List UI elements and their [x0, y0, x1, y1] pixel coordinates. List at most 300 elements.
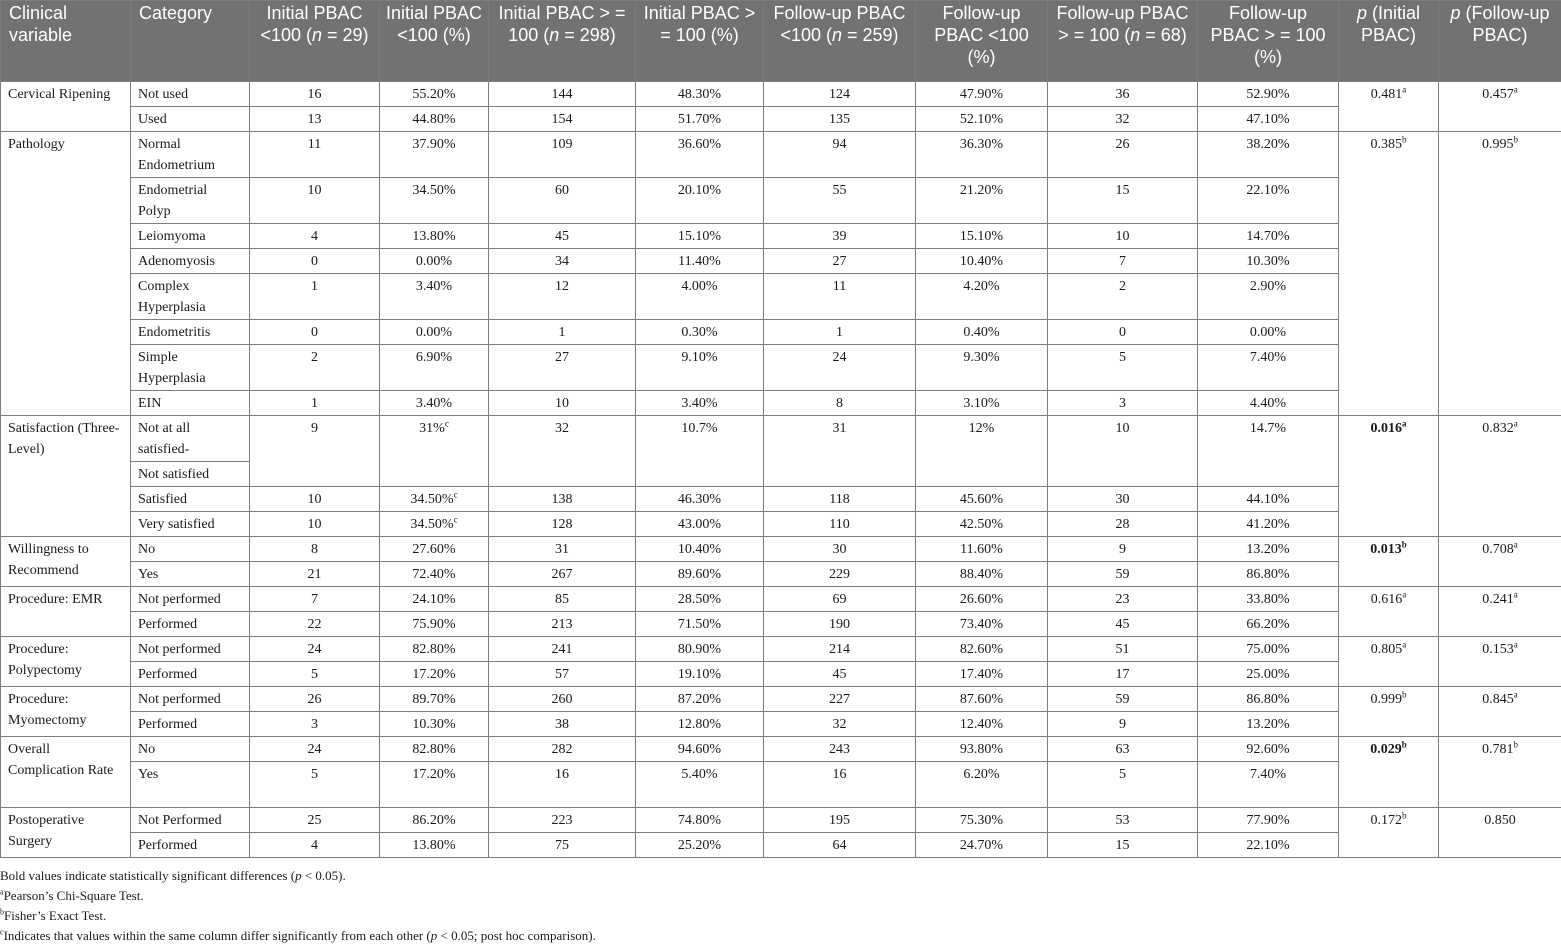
value-cell: 22.10% — [1198, 178, 1339, 224]
value-cell: 74.80% — [636, 808, 764, 833]
value-cell: 13.80% — [380, 224, 489, 249]
clinical-variable-cell: Willingness to Recommend — [1, 537, 131, 587]
value-cell: 46.30% — [636, 487, 764, 512]
value-cell: 10 — [489, 391, 636, 416]
value-cell: 48.30% — [636, 82, 764, 107]
value-cell: 51.70% — [636, 107, 764, 132]
value-cell: 16 — [764, 762, 916, 808]
value-cell: 25.00% — [1198, 662, 1339, 687]
value-cell: 260 — [489, 687, 636, 712]
table-row — [1, 178, 1561, 224]
value-cell: 267 — [489, 562, 636, 587]
category-cell: Normal Endometrium — [131, 132, 250, 178]
footnote-marker: c — [0, 927, 4, 937]
value-cell: 15 — [1048, 833, 1198, 858]
value-cell: 227 — [764, 687, 916, 712]
value-cell: 21.20% — [916, 178, 1048, 224]
footnote: $^b$Fisher’s Exact Test. — [0, 907, 107, 923]
footnote: Bold values indicate statistically significant differences (p < 0.05). — [0, 868, 346, 883]
category-cell: Leiomyoma — [131, 224, 250, 249]
footnote: $^c$Indicates that values within the same column differ significantly from each other (p < 0.05; post hoc comparison). — [0, 927, 596, 943]
p-followup-cell — [1439, 637, 1561, 687]
value-cell: 92.60% — [1198, 737, 1339, 762]
value-cell: 47.90% — [916, 82, 1048, 107]
value-cell: 7 — [250, 587, 380, 612]
footnote-marker: b — [1402, 810, 1407, 821]
value-cell: 43.00% — [636, 512, 764, 537]
clinical-variable-cell: Cervical Ripening — [1, 82, 131, 132]
value-cell: 26.60% — [916, 587, 1048, 612]
value-cell: 144 — [489, 82, 636, 107]
p-initial-cell — [1339, 737, 1439, 808]
value-cell: 11.60% — [916, 537, 1048, 562]
value-cell: 282 — [489, 737, 636, 762]
value-cell: 3.40% — [636, 391, 764, 416]
p-initial-cell — [1339, 82, 1439, 132]
p-initial-cell — [1339, 587, 1439, 637]
value-cell: 52.10% — [916, 107, 1048, 132]
value-cell: 41.20% — [1198, 512, 1339, 537]
value-cell: 11 — [764, 274, 916, 320]
value-cell: 19.10% — [636, 662, 764, 687]
value-cell: 11 — [250, 132, 380, 178]
value-cell: 7 — [1048, 249, 1198, 274]
value-cell: 229 — [764, 562, 916, 587]
table-row — [1, 224, 1561, 249]
column-header: p (Follow-up PBAC) — [1439, 1, 1561, 82]
value-cell: 15.10% — [916, 224, 1048, 249]
value-cell: 0 — [250, 249, 380, 274]
value-cell: 13.20% — [1198, 712, 1339, 737]
p-followup-cell — [1439, 537, 1561, 587]
table-row — [1, 712, 1561, 737]
value-cell: 94 — [764, 132, 916, 178]
value-cell: 13 — [250, 107, 380, 132]
category-cell: Endometrial Polyp — [131, 178, 250, 224]
value-cell: 213 — [489, 612, 636, 637]
value-cell: 124 — [764, 82, 916, 107]
table-row — [1, 345, 1561, 391]
value-cell: 36.60% — [636, 132, 764, 178]
value-cell: 190 — [764, 612, 916, 637]
value-cell: 55 — [764, 178, 916, 224]
value-cell: 45 — [1048, 612, 1198, 637]
clinical-variable-cell: Postoperative Surgery — [1, 808, 131, 858]
table-row — [1, 274, 1561, 320]
value-cell: 138 — [489, 487, 636, 512]
value-cell: 10 — [250, 512, 380, 537]
value-cell: 10.30% — [1198, 249, 1339, 274]
value-cell: 55.20% — [380, 82, 489, 107]
p-initial-cell — [1339, 808, 1439, 858]
value-cell: 15.10% — [636, 224, 764, 249]
table-row — [1, 82, 1561, 107]
table-row — [1, 487, 1561, 512]
value-cell: 38 — [489, 712, 636, 737]
value-cell: 15 — [1048, 178, 1198, 224]
footnote-marker: a — [1402, 589, 1407, 600]
value-cell: 26 — [250, 687, 380, 712]
table-row — [1, 662, 1561, 687]
value-cell: 21 — [250, 562, 380, 587]
value-cell: 11.40% — [636, 249, 764, 274]
value-cell: 10 — [1048, 224, 1198, 249]
p-value: 0.850 — [1484, 813, 1516, 828]
category-cell: Not performed — [131, 587, 250, 612]
table-row — [1, 537, 1561, 562]
value-cell: 72.40% — [380, 562, 489, 587]
column-header: p (Initial PBAC) — [1339, 1, 1439, 82]
footnote-marker: b — [1402, 689, 1407, 700]
value-cell: 87.60% — [916, 687, 1048, 712]
value-cell: 44.10% — [1198, 487, 1339, 512]
value-cell: 9 — [250, 416, 380, 487]
value-cell: 1 — [250, 391, 380, 416]
value-cell: 154 — [489, 107, 636, 132]
category-cell: Endometritis — [131, 320, 250, 345]
value-cell: 7.40% — [1198, 345, 1339, 391]
footnote-marker: a — [1513, 84, 1518, 95]
footnote-marker: b — [1401, 739, 1407, 750]
table-row — [1, 612, 1561, 637]
value-cell: 86.80% — [1198, 687, 1339, 712]
p-followup-cell — [1439, 587, 1561, 637]
footnote-marker: a — [1513, 639, 1518, 650]
value-cell: 88.40% — [916, 562, 1048, 587]
table-row — [1, 637, 1561, 662]
value-cell: 9.30% — [916, 345, 1048, 391]
value-cell: 75.90% — [380, 612, 489, 637]
value-cell: 94.60% — [636, 737, 764, 762]
value-cell: 47.10% — [1198, 107, 1339, 132]
footnote-marker: a — [1402, 639, 1407, 650]
footnote-marker: b — [1401, 539, 1407, 550]
value-cell: 27 — [489, 345, 636, 391]
value-cell: 24.70% — [916, 833, 1048, 858]
clinical-variable-cell: Procedure: Polypectomy — [1, 637, 131, 687]
value-cell: 0.00% — [380, 320, 489, 345]
value-cell: 1 — [764, 320, 916, 345]
table-row — [1, 132, 1561, 178]
value-cell: 8 — [764, 391, 916, 416]
value-cell: 34.50% — [380, 178, 489, 224]
value-cell: 16 — [250, 82, 380, 107]
value-cell: 20.10% — [636, 178, 764, 224]
value-cell: 31 — [764, 416, 916, 487]
value-cell: 86.80% — [1198, 562, 1339, 587]
value-cell: 75 — [489, 833, 636, 858]
table-row — [1, 762, 1561, 808]
value-cell: 14.7% — [1198, 416, 1339, 487]
category-cell: Performed — [131, 662, 250, 687]
value-cell: 223 — [489, 808, 636, 833]
category-cell: No — [131, 737, 250, 762]
value-cell: 4 — [250, 833, 380, 858]
value-cell: 0.30% — [636, 320, 764, 345]
value-cell: 32 — [489, 416, 636, 487]
value-cell: 0.40% — [916, 320, 1048, 345]
value-cell: 10.7% — [636, 416, 764, 487]
value-cell: 45.60% — [916, 487, 1048, 512]
value-cell: 10.30% — [380, 712, 489, 737]
category-cell: Very satisfied — [131, 512, 250, 537]
value-cell: 0.00% — [1198, 320, 1339, 345]
p-followup-cell — [1439, 737, 1561, 808]
p-followup-cell — [1439, 416, 1561, 537]
value-cell: 8 — [250, 537, 380, 562]
value-cell: 25.20% — [636, 833, 764, 858]
value-cell: 0.00% — [380, 249, 489, 274]
value-cell: 25 — [250, 808, 380, 833]
p-value: 0.845$^a$ — [1482, 689, 1518, 707]
category-cell: Not used — [131, 82, 250, 107]
footnote-marker: b — [1513, 739, 1518, 750]
value-cell: 85 — [489, 587, 636, 612]
value-cell: 80.90% — [636, 637, 764, 662]
category-cell: Used — [131, 107, 250, 132]
value-cell: 42.50% — [916, 512, 1048, 537]
value-cell: 66.20% — [1198, 612, 1339, 637]
table-row — [1, 562, 1561, 587]
value-cell: 93.80% — [916, 737, 1048, 762]
p-value: 0.481$^a$ — [1370, 84, 1407, 102]
value-cell: 13.80% — [380, 833, 489, 858]
value-cell: 71.50% — [636, 612, 764, 637]
value-cell: 4.00% — [636, 274, 764, 320]
table-row — [1, 391, 1561, 416]
column-header: Initial PBAC > = 100 (%) — [636, 1, 764, 82]
category-cell: Not satisfied — [131, 462, 250, 487]
value-cell: 31%$^c$ — [380, 416, 489, 487]
category-cell: Performed — [131, 712, 250, 737]
value-cell: 10 — [250, 178, 380, 224]
value-cell: 118 — [764, 487, 916, 512]
clinical-variable-cell: Procedure: Myomectomy — [1, 687, 131, 737]
value-cell: 27.60% — [380, 537, 489, 562]
category-cell: Performed — [131, 833, 250, 858]
value-cell: 82.80% — [380, 637, 489, 662]
value-cell: 69 — [764, 587, 916, 612]
category-cell: Performed — [131, 612, 250, 637]
value-cell: 22.10% — [1198, 833, 1339, 858]
value-cell: 59 — [1048, 562, 1198, 587]
value-cell: 10 — [1048, 416, 1198, 487]
value-cell: 6.90% — [380, 345, 489, 391]
p-value: 0.995$^b$ — [1482, 134, 1518, 152]
value-cell: 63 — [1048, 737, 1198, 762]
p-value: 0.385$^b$ — [1370, 134, 1407, 152]
value-cell: 5 — [250, 662, 380, 687]
value-cell: 9.10% — [636, 345, 764, 391]
value-cell: 3.40% — [380, 391, 489, 416]
value-cell: 243 — [764, 737, 916, 762]
value-cell: 28.50% — [636, 587, 764, 612]
value-cell: 17.20% — [380, 762, 489, 808]
p-value: 0.805$^a$ — [1370, 639, 1407, 657]
value-cell: 12% — [916, 416, 1048, 487]
column-header: Follow-up PBAC <100 (n = 259) — [764, 1, 916, 82]
p-value: 0.616$^a$ — [1370, 589, 1407, 607]
value-cell: 59 — [1048, 687, 1198, 712]
value-cell: 241 — [489, 637, 636, 662]
footnote-marker: a — [1402, 418, 1407, 429]
value-cell: 89.70% — [380, 687, 489, 712]
table-body — [1, 82, 1561, 858]
value-cell: 64 — [764, 833, 916, 858]
p-value: 0.457$^a$ — [1482, 84, 1518, 102]
column-header: Category — [131, 1, 250, 82]
value-cell: 195 — [764, 808, 916, 833]
footnote-marker: b — [1402, 134, 1407, 145]
value-cell: 10.40% — [636, 537, 764, 562]
footnote-marker: a — [1513, 418, 1518, 429]
value-cell: 10 — [250, 487, 380, 512]
footnote-marker: b — [1513, 134, 1518, 145]
value-cell: 4.40% — [1198, 391, 1339, 416]
value-cell: 26 — [1048, 132, 1198, 178]
p-followup-cell — [1439, 687, 1561, 737]
value-cell: 22 — [250, 612, 380, 637]
p-value: 0.029$^b$ — [1370, 739, 1407, 757]
clinical-variable-cell: Overall Complication Rate — [1, 737, 131, 808]
value-cell: 4 — [250, 224, 380, 249]
value-cell: 0 — [250, 320, 380, 345]
category-cell: Not performed — [131, 637, 250, 662]
value-cell: 38.20% — [1198, 132, 1339, 178]
value-cell: 31 — [489, 537, 636, 562]
p-value: 0.241$^a$ — [1482, 589, 1518, 607]
value-cell: 3 — [250, 712, 380, 737]
value-cell: 82.80% — [380, 737, 489, 762]
value-cell: 214 — [764, 637, 916, 662]
value-cell: 34.50%$^c$ — [380, 487, 489, 512]
table-row — [1, 416, 1561, 462]
column-header: Clinical variable — [1, 1, 131, 82]
column-header: Initial PBAC > = 100 (n = 298) — [489, 1, 636, 82]
value-cell: 12 — [489, 274, 636, 320]
value-cell: 28 — [1048, 512, 1198, 537]
table-row — [1, 320, 1561, 345]
category-cell: Simple Hyperplasia — [131, 345, 250, 391]
value-cell: 17 — [1048, 662, 1198, 687]
value-cell: 13.20% — [1198, 537, 1339, 562]
table-row — [1, 587, 1561, 612]
table-row — [1, 687, 1561, 712]
p-value: 0.172$^b$ — [1370, 810, 1407, 828]
value-cell: 135 — [764, 107, 916, 132]
p-value: 0.153$^a$ — [1482, 639, 1518, 657]
value-cell: 5 — [1048, 345, 1198, 391]
value-cell: 36.30% — [916, 132, 1048, 178]
footnote-marker: b — [0, 907, 4, 917]
p-followup-cell — [1439, 808, 1561, 858]
value-cell: 3 — [1048, 391, 1198, 416]
footnote-marker: a — [1513, 589, 1518, 600]
clinical-variable-cell: Pathology — [1, 132, 131, 416]
category-cell: Satisfied — [131, 487, 250, 512]
value-cell: 4.20% — [916, 274, 1048, 320]
value-cell: 9 — [1048, 712, 1198, 737]
category-cell: Adenomyosis — [131, 249, 250, 274]
value-cell: 1 — [250, 274, 380, 320]
p-value: 0.013$^b$ — [1370, 539, 1407, 557]
value-cell: 3.10% — [916, 391, 1048, 416]
value-cell: 6.20% — [916, 762, 1048, 808]
value-cell: 45 — [489, 224, 636, 249]
value-cell: 2.90% — [1198, 274, 1339, 320]
value-cell: 73.40% — [916, 612, 1048, 637]
p-value: 0.016$^a$ — [1370, 418, 1407, 436]
category-cell: Not at all satisfied- — [131, 416, 250, 462]
value-cell: 12.80% — [636, 712, 764, 737]
value-cell: 82.60% — [916, 637, 1048, 662]
p-initial-cell — [1339, 537, 1439, 587]
column-header: Follow-up PBAC > = 100 (n = 68) — [1048, 1, 1198, 82]
category-cell: Yes — [131, 762, 250, 808]
value-cell: 75.30% — [916, 808, 1048, 833]
value-cell: 24.10% — [380, 587, 489, 612]
value-cell: 30 — [1048, 487, 1198, 512]
value-cell: 2 — [250, 345, 380, 391]
value-cell: 86.20% — [380, 808, 489, 833]
value-cell: 2 — [1048, 274, 1198, 320]
p-value: 0.999$^b$ — [1370, 689, 1407, 707]
value-cell: 34.50%$^c$ — [380, 512, 489, 537]
value-cell: 34 — [489, 249, 636, 274]
value-cell: 52.90% — [1198, 82, 1339, 107]
value-cell: 60 — [489, 178, 636, 224]
clinical-variable-cell: Procedure: EMR — [1, 587, 131, 637]
table-row — [1, 833, 1561, 858]
value-cell: 32 — [1048, 107, 1198, 132]
value-cell: 87.20% — [636, 687, 764, 712]
header-row — [1, 1, 1561, 82]
value-cell: 57 — [489, 662, 636, 687]
value-cell: 45 — [764, 662, 916, 687]
p-followup-cell — [1439, 132, 1561, 416]
value-cell: 39 — [764, 224, 916, 249]
footnote-marker: c — [444, 418, 449, 429]
value-cell: 53 — [1048, 808, 1198, 833]
value-cell: 12.40% — [916, 712, 1048, 737]
table-row — [1, 737, 1561, 762]
clinical-variable-cell: Satisfaction (Three-Level) — [1, 416, 131, 537]
value-cell: 9 — [1048, 537, 1198, 562]
value-cell: 7.40% — [1198, 762, 1339, 808]
p-value: 0.781$^b$ — [1482, 739, 1518, 757]
p-value: 0.708$^a$ — [1482, 539, 1518, 557]
p-initial-cell — [1339, 416, 1439, 537]
footnote-marker: a — [0, 887, 4, 897]
p-initial-cell — [1339, 637, 1439, 687]
footnote-marker: a — [1513, 539, 1518, 550]
value-cell: 27 — [764, 249, 916, 274]
table-row — [1, 512, 1561, 537]
footnote-marker: c — [453, 489, 458, 500]
value-cell: 5.40% — [636, 762, 764, 808]
value-cell: 128 — [489, 512, 636, 537]
table-header — [1, 1, 1561, 82]
footnote-marker: c — [453, 514, 458, 525]
value-cell: 17.40% — [916, 662, 1048, 687]
value-cell: 5 — [1048, 762, 1198, 808]
value-cell: 89.60% — [636, 562, 764, 587]
column-header: Initial PBAC <100 (%) — [380, 1, 489, 82]
value-cell: 33.80% — [1198, 587, 1339, 612]
value-cell: 77.90% — [1198, 808, 1339, 833]
table-row — [1, 249, 1561, 274]
value-cell: 109 — [489, 132, 636, 178]
